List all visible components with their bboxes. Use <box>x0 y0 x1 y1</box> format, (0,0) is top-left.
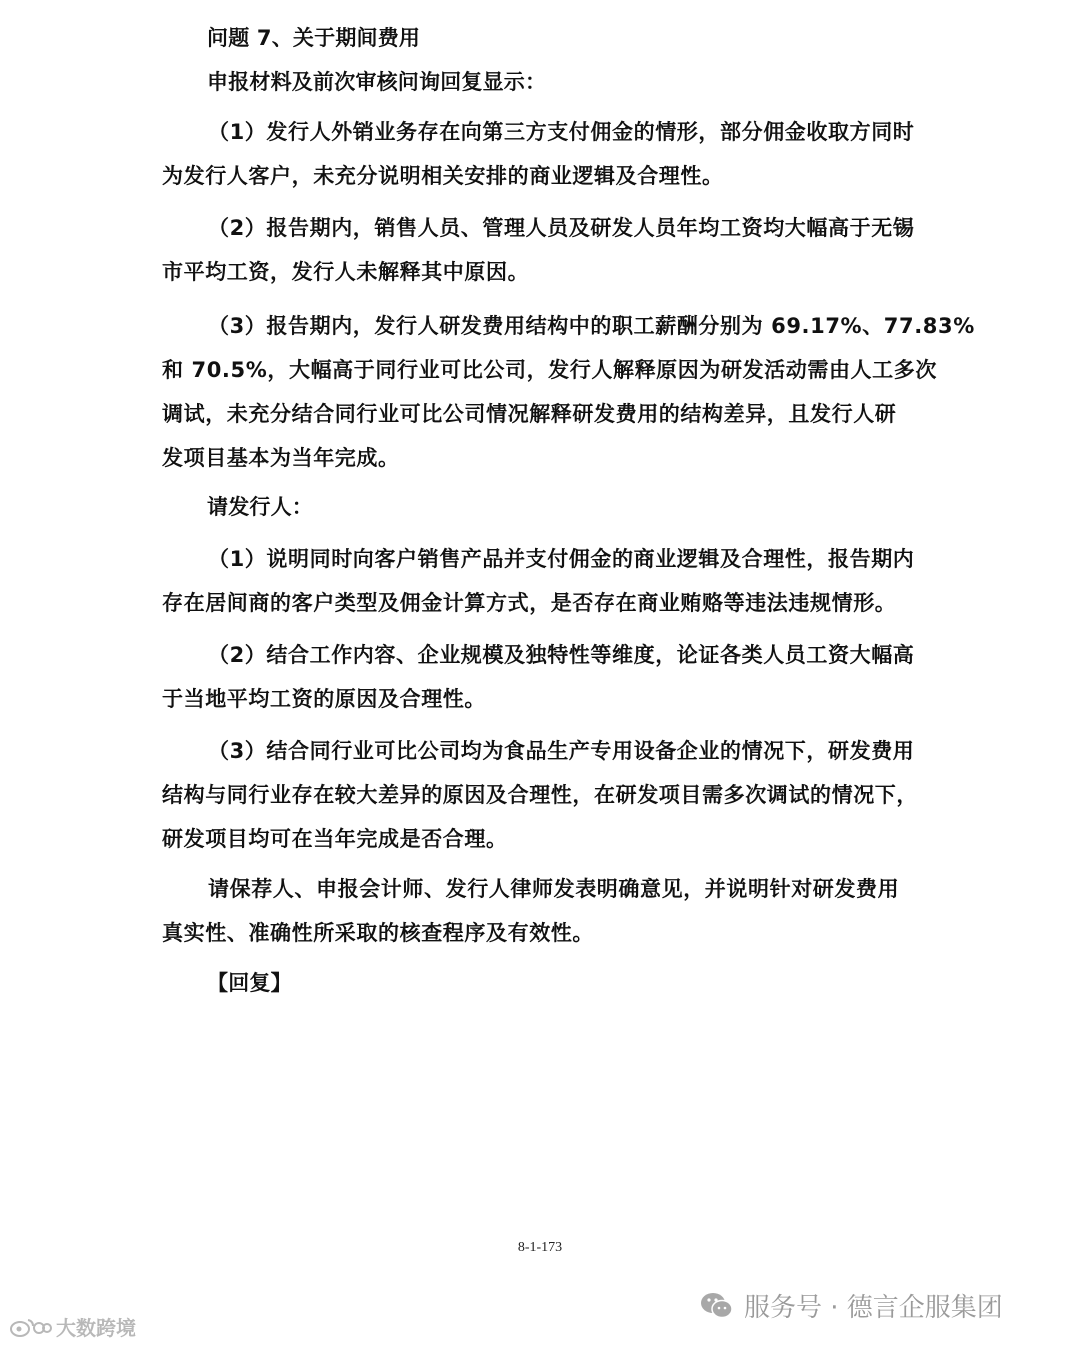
issue-1-line-1: （1）发行人外销业务存在向第三方支付佣金的情形，部分佣金收取方同时 <box>208 120 915 144</box>
weibo-watermark <box>8 1312 136 1341</box>
request-paragraph-3 <box>162 736 922 868</box>
request-2-line-1: （2）结合工作内容、企业规模及独特性等维度，论证各类人员工资大幅高 <box>208 643 915 667</box>
issue-paragraph-3 <box>162 311 975 487</box>
sponsor-request-line-2: 真实性、准确性所采取的核查程序及有效性。 <box>162 921 594 945</box>
issue-3-line-3: 调试，未充分结合同行业可比公司情况解释研发费用的结构差异，且发行人研 <box>162 402 897 426</box>
weibo-watermark-text: 大数跨境 <box>56 1316 136 1340</box>
request-3-line-2: 结构与同行业存在较大差异的原因及合理性，在研发项目需多次调试的情况下， <box>162 783 918 807</box>
request-1-line-2: 存在居间商的客户类型及佣金计算方式，是否存在商业贿赂等违法违规情形。 <box>162 591 897 615</box>
issue-2-line-2: 市平均工资，发行人未解释其中原因。 <box>162 260 530 284</box>
sponsor-request-line-1: 请保荐人、申报会计师、发行人律师发表明确意见，并说明针对研发费用 <box>208 877 900 901</box>
wechat-icon <box>700 1291 734 1321</box>
intro-text: 申报材料及前次审核问询回复显示： <box>207 70 547 94</box>
issue-3-line-4: 发项目基本为当年完成。 <box>162 446 400 470</box>
request-1-line-1: （1）说明同时向客户销售产品并支付佣金的商业逻辑及合理性，报告期内 <box>208 547 915 571</box>
issue-paragraph-2 <box>162 213 922 301</box>
wechat-service-text: 服务号 · 德言企服集团 <box>744 1293 1003 1323</box>
request-2-line-2: 于当地平均工资的原因及合理性。 <box>162 687 486 711</box>
question-heading: 问题 7、关于期间费用 <box>207 26 421 50</box>
request-3-line-3: 研发项目均可在当年完成是否合理。 <box>162 827 508 851</box>
request-paragraph-1 <box>162 544 922 632</box>
issue-3-line-2: 和 70.5%，大幅高于同行业可比公司，发行人解释原因为研发活动需由人工多次 <box>162 358 937 382</box>
issue-2-line-1: （2）报告期内，销售人员、管理人员及研发人员年均工资均大幅高于无锡 <box>208 216 915 240</box>
sponsor-request-paragraph <box>162 874 922 962</box>
page-number: 8-1-173 <box>517 1240 563 1255</box>
request-3-line-1: （3）结合同行业可比公司均为食品生产专用设备企业的情况下，研发费用 <box>208 739 915 763</box>
request-intro: 请发行人： <box>207 495 313 519</box>
issue-3-line-1: （3）报告期内，发行人研发费用结构中的职工薪酬分别为 69.17%、77.83% <box>208 314 975 338</box>
request-paragraph-2 <box>162 640 922 728</box>
wechat-service-watermark <box>700 1287 1003 1324</box>
reply-label: 【回复】 <box>207 971 292 995</box>
issue-paragraph-1 <box>162 117 922 205</box>
issue-1-line-2: 为发行人客户，未充分说明相关安排的商业逻辑及合理性。 <box>162 164 724 188</box>
weibo-icon <box>8 1314 52 1340</box>
